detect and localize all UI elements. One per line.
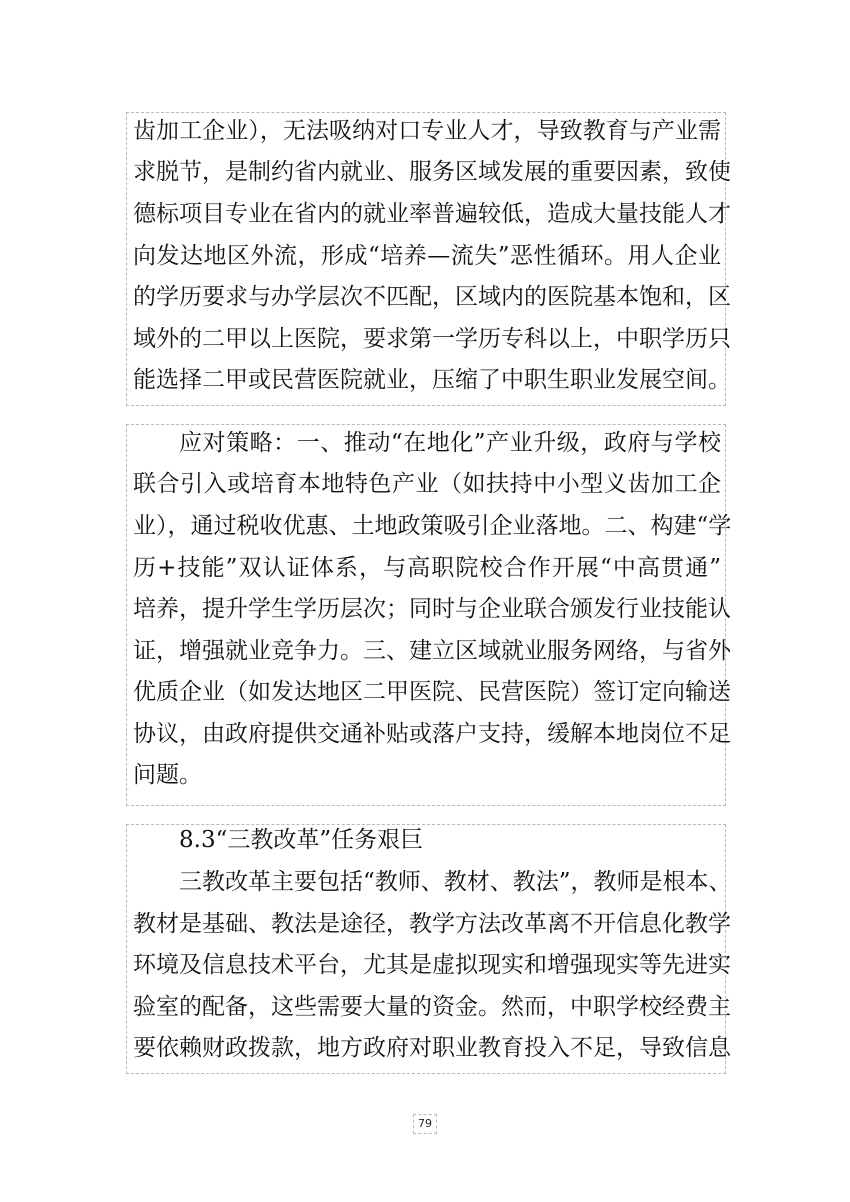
page-number: 79 (413, 1114, 437, 1134)
paragraph-block-employment (126, 112, 731, 406)
paragraph-line: 验室的配备，这些需要大量的资金。然而，中职学校经费主 (133, 994, 731, 1020)
paragraph-block-strategy (126, 424, 732, 806)
paragraph-line: 协议，由政府提供交通补贴或落户支持，缓解本地岗位不足 (133, 721, 731, 747)
paragraph-line: 齿加工企业），无法吸纳对口专业人才，导致教育与产业需 (133, 118, 721, 144)
paragraph-line: 三教改革主要包括“教师、教材、教法”，教师是根本、 (179, 869, 732, 895)
section-block-three-education-reform (126, 824, 732, 1074)
paragraph-line: 德标项目专业在省内的就业率普遍较低，造成大量技能人才 (133, 201, 731, 227)
paragraph-line: 教材是基础、教法是途径，教学方法改革离不开信息化教学 (133, 911, 731, 937)
paragraph-line: 历+技能”双认证体系，与高职院校合作开展“中高贯通” (133, 555, 721, 581)
paragraph-line: 优质企业（如发达地区二甲医院、民营医院）签订定向输送 (133, 679, 731, 705)
paragraph-line: 联合引入或培育本地特色产业（如扶持中小型义齿加工企 (133, 471, 721, 497)
paragraph-line: 要依赖财政拨款，地方政府对职业教育投入不足，导致信息 (133, 1035, 731, 1061)
paragraph-line: 向发达地区外流，形成“培养—流失”恶性循环。用人企业 (133, 243, 721, 269)
paragraph-line: 证，增强就业竞争力。三、建立区域就业服务网络，与省外 (133, 638, 731, 664)
paragraph-line: 问题。 (133, 762, 202, 788)
paragraph-line: 业），通过税收优惠、土地政策吸引企业落地。二、构建“学 (133, 513, 732, 539)
paragraph-line: 域外的二甲以上医院，要求第一学历专科以上，中职学历只 (133, 326, 731, 352)
paragraph-line: 培养，提升学生学历层次；同时与企业联合颁发行业技能认 (133, 596, 731, 622)
paragraph-line: 求脱节，是制约省内就业、服务区域发展的重要因素，致使 (133, 159, 731, 185)
paragraph-line: 应对策略：一、推动“在地化”产业升级，政府与学校 (179, 430, 721, 456)
section-heading: 8.3“三教改革”任务艰巨 (179, 827, 424, 853)
paragraph-line: 环境及信息技术平台，尤其是虚拟现实和增强现实等先进实 (133, 952, 731, 978)
paragraph-line: 的学历要求与办学层次不匹配，区域内的医院基本饱和，区 (133, 284, 731, 310)
paragraph-line: 能选择二甲或民营医院就业，压缩了中职生职业发展空间。 (133, 367, 731, 393)
